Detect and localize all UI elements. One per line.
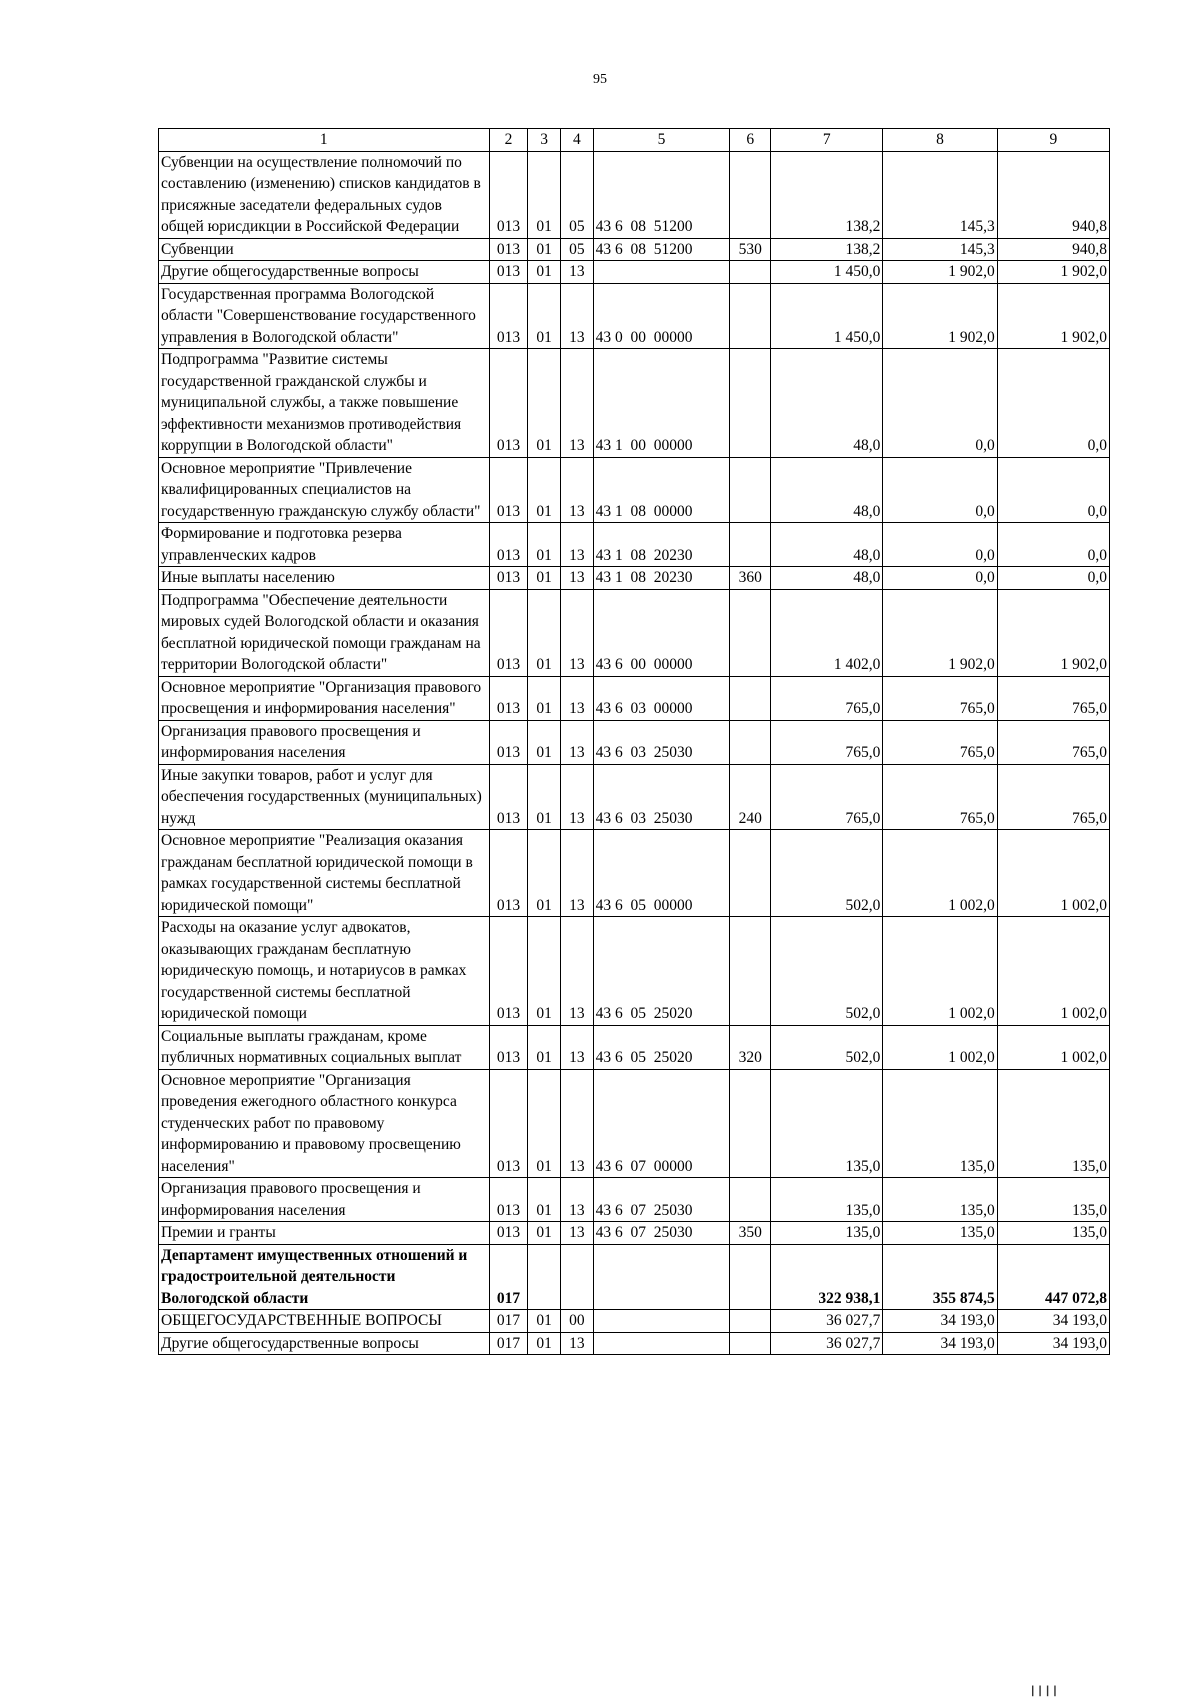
amount-year-3-cell: 34 193,0 — [997, 1310, 1109, 1333]
amount-year-2-cell: 1 902,0 — [883, 589, 997, 676]
subsection-code-cell: 13 — [561, 830, 594, 917]
ministry-code-cell: 013 — [489, 720, 528, 764]
row-name-cell: Другие общегосударственные вопросы — [159, 1332, 490, 1355]
target-article-cell: 43 6 08 51200 — [593, 151, 730, 238]
amount-year-3-cell: 1 002,0 — [997, 830, 1109, 917]
table-header-row — [159, 129, 1110, 152]
expense-type-cell — [730, 261, 771, 284]
amount-year-3-cell: 0,0 — [997, 523, 1109, 567]
amount-year-3-cell: 1 902,0 — [997, 261, 1109, 284]
amount-year-2-cell: 1 002,0 — [883, 1025, 997, 1069]
amount-year-2-cell: 1 002,0 — [883, 830, 997, 917]
subsection-code-cell: 13 — [561, 283, 594, 349]
table-row — [159, 1222, 1110, 1245]
row-name-cell: Социальные выплаты гражданам, кроме публичных нормативных социальных выплат — [159, 1025, 490, 1069]
amount-year-2-cell: 765,0 — [883, 720, 997, 764]
column-header: 9 — [997, 129, 1109, 152]
expense-type-cell: 320 — [730, 1025, 771, 1069]
row-name-cell: Формирование и подготовка резерва управленческих кадров — [159, 523, 490, 567]
target-article-cell: 43 6 07 25030 — [593, 1178, 730, 1222]
table-row — [159, 1025, 1110, 1069]
section-code-cell: 01 — [528, 238, 561, 261]
ministry-code-cell: 017 — [489, 1244, 528, 1310]
row-name-cell: Иные закупки товаров, работ и услуг для обеспечения государственных (муниципальных) нужд — [159, 764, 490, 830]
amount-year-1-cell: 36 027,7 — [771, 1332, 883, 1355]
table-row — [159, 1332, 1110, 1355]
column-header: 5 — [593, 129, 730, 152]
expense-type-cell — [730, 457, 771, 523]
section-code-cell: 01 — [528, 764, 561, 830]
amount-year-2-cell: 1 002,0 — [883, 917, 997, 1026]
subsection-code-cell: 13 — [561, 1332, 594, 1355]
column-header: 7 — [771, 129, 883, 152]
table-row — [159, 1310, 1110, 1333]
ministry-code-cell: 013 — [489, 1025, 528, 1069]
ministry-code-cell: 013 — [489, 261, 528, 284]
table-row — [159, 523, 1110, 567]
expense-type-cell — [730, 1069, 771, 1178]
ministry-code-cell: 013 — [489, 238, 528, 261]
ministry-code-cell: 013 — [489, 589, 528, 676]
section-code-cell: 01 — [528, 1178, 561, 1222]
amount-year-1-cell: 1 450,0 — [771, 283, 883, 349]
subsection-code-cell: 13 — [561, 349, 594, 458]
target-article-cell: 43 0 00 00000 — [593, 283, 730, 349]
amount-year-3-cell: 940,8 — [997, 151, 1109, 238]
table-row — [159, 1069, 1110, 1178]
budget-table — [158, 128, 1110, 1355]
section-code-cell: 01 — [528, 1332, 561, 1355]
row-name-cell: Премии и гранты — [159, 1222, 490, 1245]
expense-type-cell — [730, 151, 771, 238]
amount-year-2-cell: 0,0 — [883, 567, 997, 590]
amount-year-3-cell: 765,0 — [997, 676, 1109, 720]
section-code-cell: 01 — [528, 523, 561, 567]
amount-year-1-cell: 48,0 — [771, 349, 883, 458]
expense-type-cell — [730, 1332, 771, 1355]
subsection-code-cell: 13 — [561, 457, 594, 523]
section-code-cell: 01 — [528, 1025, 561, 1069]
page-number: 95 — [593, 72, 607, 87]
subsection-code-cell: 13 — [561, 523, 594, 567]
target-article-cell: 43 6 07 25030 — [593, 1222, 730, 1245]
table-row — [159, 457, 1110, 523]
subsection-code-cell: 13 — [561, 917, 594, 1026]
table-row — [159, 567, 1110, 590]
ministry-code-cell: 013 — [489, 1222, 528, 1245]
table-row — [159, 151, 1110, 238]
subsection-code-cell: 13 — [561, 1069, 594, 1178]
amount-year-3-cell: 765,0 — [997, 764, 1109, 830]
scan-marks: ┃┃┃┃ — [1030, 1686, 1060, 1696]
amount-year-1-cell: 1 450,0 — [771, 261, 883, 284]
subsection-code-cell: 13 — [561, 567, 594, 590]
row-name-cell: Подпрограмма "Развитие системы государственной гражданской службы и муниципальной службы, а также повышение эффективности механизмов противодействия коррупции в Вологодской области" — [159, 349, 490, 458]
ministry-code-cell: 013 — [489, 151, 528, 238]
expense-type-cell: 240 — [730, 764, 771, 830]
amount-year-2-cell: 1 902,0 — [883, 283, 997, 349]
target-article-cell — [593, 1332, 730, 1355]
table-row — [159, 283, 1110, 349]
target-article-cell: 43 1 00 00000 — [593, 349, 730, 458]
amount-year-1-cell: 135,0 — [771, 1069, 883, 1178]
amount-year-3-cell: 135,0 — [997, 1222, 1109, 1245]
amount-year-1-cell: 138,2 — [771, 151, 883, 238]
row-name-cell: Другие общегосударственные вопросы — [159, 261, 490, 284]
expense-type-cell: 360 — [730, 567, 771, 590]
expense-type-cell — [730, 830, 771, 917]
subsection-code-cell: 13 — [561, 589, 594, 676]
row-name-cell: Департамент имущественных отношений и градостроительной деятельности Вологодской области — [159, 1244, 490, 1310]
table-row — [159, 1244, 1110, 1310]
subsection-code-cell: 13 — [561, 764, 594, 830]
amount-year-1-cell: 502,0 — [771, 1025, 883, 1069]
row-name-cell: Основное мероприятие "Реализация оказания гражданам бесплатной юридической помощи в рамках государственной системы бесплатной юридической помощи" — [159, 830, 490, 917]
amount-year-1-cell: 135,0 — [771, 1178, 883, 1222]
table-row — [159, 261, 1110, 284]
target-article-cell: 43 6 05 25020 — [593, 917, 730, 1026]
target-article-cell: 43 6 05 00000 — [593, 830, 730, 917]
amount-year-3-cell: 447 072,8 — [997, 1244, 1109, 1310]
amount-year-1-cell: 502,0 — [771, 830, 883, 917]
subsection-code-cell: 13 — [561, 1025, 594, 1069]
amount-year-2-cell: 0,0 — [883, 523, 997, 567]
section-code-cell: 01 — [528, 567, 561, 590]
amount-year-3-cell: 0,0 — [997, 349, 1109, 458]
section-code-cell: 01 — [528, 720, 561, 764]
target-article-cell: 43 6 03 00000 — [593, 676, 730, 720]
section-code-cell: 01 — [528, 676, 561, 720]
amount-year-3-cell: 1 002,0 — [997, 917, 1109, 1026]
expense-type-cell — [730, 349, 771, 458]
row-name-cell: Организация правового просвещения и информирования населения — [159, 720, 490, 764]
amount-year-3-cell: 0,0 — [997, 567, 1109, 590]
target-article-cell — [593, 1244, 730, 1310]
section-code-cell: 01 — [528, 349, 561, 458]
amount-year-2-cell: 34 193,0 — [883, 1332, 997, 1355]
target-article-cell — [593, 1310, 730, 1333]
column-header: 8 — [883, 129, 997, 152]
amount-year-1-cell: 322 938,1 — [771, 1244, 883, 1310]
target-article-cell: 43 6 03 25030 — [593, 720, 730, 764]
column-header: 6 — [730, 129, 771, 152]
amount-year-1-cell: 138,2 — [771, 238, 883, 261]
ministry-code-cell: 013 — [489, 1178, 528, 1222]
table-row — [159, 720, 1110, 764]
subsection-code-cell: 13 — [561, 1222, 594, 1245]
section-code-cell: 01 — [528, 1310, 561, 1333]
amount-year-2-cell: 135,0 — [883, 1069, 997, 1178]
subsection-code-cell: 05 — [561, 238, 594, 261]
amount-year-3-cell: 34 193,0 — [997, 1332, 1109, 1355]
section-code-cell: 01 — [528, 589, 561, 676]
expense-type-cell — [730, 1244, 771, 1310]
amount-year-1-cell: 135,0 — [771, 1222, 883, 1245]
ministry-code-cell: 013 — [489, 523, 528, 567]
expense-type-cell — [730, 720, 771, 764]
ministry-code-cell: 013 — [489, 283, 528, 349]
row-name-cell: Расходы на оказание услуг адвокатов, оказывающих гражданам бесплатную юридическую помощь, и нотариусов в рамках государственной системы бесплатной юридической помощи — [159, 917, 490, 1026]
expense-type-cell — [730, 283, 771, 349]
amount-year-3-cell: 135,0 — [997, 1178, 1109, 1222]
expense-type-cell: 350 — [730, 1222, 771, 1245]
amount-year-1-cell: 48,0 — [771, 567, 883, 590]
expense-type-cell — [730, 1310, 771, 1333]
amount-year-2-cell: 765,0 — [883, 676, 997, 720]
row-name-cell: Основное мероприятие "Организация правового просвещения и информирования населения" — [159, 676, 490, 720]
section-code-cell: 01 — [528, 457, 561, 523]
amount-year-2-cell: 145,3 — [883, 238, 997, 261]
section-code-cell: 01 — [528, 830, 561, 917]
amount-year-1-cell: 48,0 — [771, 457, 883, 523]
amount-year-3-cell: 1 002,0 — [997, 1025, 1109, 1069]
row-name-cell: ОБЩЕГОСУДАРСТВЕННЫЕ ВОПРОСЫ — [159, 1310, 490, 1333]
section-code-cell: 01 — [528, 151, 561, 238]
expense-type-cell — [730, 523, 771, 567]
amount-year-2-cell: 765,0 — [883, 764, 997, 830]
amount-year-2-cell: 0,0 — [883, 457, 997, 523]
ministry-code-cell: 013 — [489, 830, 528, 917]
table-row — [159, 676, 1110, 720]
section-code-cell: 01 — [528, 917, 561, 1026]
table-row — [159, 238, 1110, 261]
subsection-code-cell: 13 — [561, 1178, 594, 1222]
amount-year-3-cell: 1 902,0 — [997, 589, 1109, 676]
target-article-cell: 43 1 08 20230 — [593, 523, 730, 567]
subsection-code-cell: 13 — [561, 720, 594, 764]
ministry-code-cell: 013 — [489, 764, 528, 830]
ministry-code-cell: 013 — [489, 457, 528, 523]
row-name-cell: Субвенции на осуществление полномочий по составлению (изменению) списков кандидатов в присяжные заседатели федеральных судов общей юрисдикции в Российской Федерации — [159, 151, 490, 238]
row-name-cell: Подпрограмма "Обеспечение деятельности мировых судей Вологодской области и оказания бесплатной юридической помощи гражданам на территории Вологодской области" — [159, 589, 490, 676]
section-code-cell: 01 — [528, 1069, 561, 1178]
amount-year-1-cell: 765,0 — [771, 764, 883, 830]
row-name-cell: Иные выплаты населению — [159, 567, 490, 590]
amount-year-3-cell: 135,0 — [997, 1069, 1109, 1178]
row-name-cell: Основное мероприятие "Привлечение квалифицированных специалистов на государственную гражданскую службу области" — [159, 457, 490, 523]
subsection-code-cell — [561, 1244, 594, 1310]
amount-year-1-cell: 765,0 — [771, 676, 883, 720]
table-row — [159, 830, 1110, 917]
expense-type-cell — [730, 917, 771, 1026]
table-row — [159, 1178, 1110, 1222]
section-code-cell: 01 — [528, 1222, 561, 1245]
column-header: 3 — [528, 129, 561, 152]
target-article-cell — [593, 261, 730, 284]
table-row — [159, 589, 1110, 676]
target-article-cell: 43 6 03 25030 — [593, 764, 730, 830]
table-row — [159, 917, 1110, 1026]
subsection-code-cell: 05 — [561, 151, 594, 238]
row-name-cell: Государственная программа Вологодской области "Совершенствование государственного управления в Вологодской области" — [159, 283, 490, 349]
column-header: 2 — [489, 129, 528, 152]
ministry-code-cell: 013 — [489, 567, 528, 590]
target-article-cell: 43 6 05 25020 — [593, 1025, 730, 1069]
expense-type-cell — [730, 1178, 771, 1222]
target-article-cell: 43 6 07 00000 — [593, 1069, 730, 1178]
expense-type-cell — [730, 676, 771, 720]
amount-year-1-cell: 502,0 — [771, 917, 883, 1026]
amount-year-2-cell: 135,0 — [883, 1222, 997, 1245]
amount-year-2-cell: 355 874,5 — [883, 1244, 997, 1310]
amount-year-3-cell: 765,0 — [997, 720, 1109, 764]
amount-year-3-cell: 940,8 — [997, 238, 1109, 261]
ministry-code-cell: 013 — [489, 349, 528, 458]
amount-year-3-cell: 1 902,0 — [997, 283, 1109, 349]
subsection-code-cell: 13 — [561, 676, 594, 720]
ministry-code-cell: 013 — [489, 1069, 528, 1178]
column-header: 1 — [159, 129, 490, 152]
amount-year-1-cell: 36 027,7 — [771, 1310, 883, 1333]
target-article-cell: 43 6 00 00000 — [593, 589, 730, 676]
ministry-code-cell: 013 — [489, 917, 528, 1026]
section-code-cell: 01 — [528, 283, 561, 349]
amount-year-1-cell: 765,0 — [771, 720, 883, 764]
amount-year-1-cell: 48,0 — [771, 523, 883, 567]
table-row — [159, 764, 1110, 830]
section-code-cell — [528, 1244, 561, 1310]
target-article-cell: 43 1 08 00000 — [593, 457, 730, 523]
amount-year-2-cell: 34 193,0 — [883, 1310, 997, 1333]
target-article-cell: 43 1 08 20230 — [593, 567, 730, 590]
amount-year-2-cell: 0,0 — [883, 349, 997, 458]
row-name-cell: Субвенции — [159, 238, 490, 261]
expense-type-cell: 530 — [730, 238, 771, 261]
column-header: 4 — [561, 129, 594, 152]
target-article-cell: 43 6 08 51200 — [593, 238, 730, 261]
amount-year-2-cell: 1 902,0 — [883, 261, 997, 284]
ministry-code-cell: 017 — [489, 1310, 528, 1333]
amount-year-1-cell: 1 402,0 — [771, 589, 883, 676]
ministry-code-cell: 013 — [489, 676, 528, 720]
row-name-cell: Организация правового просвещения и информирования населения — [159, 1178, 490, 1222]
amount-year-3-cell: 0,0 — [997, 457, 1109, 523]
subsection-code-cell: 13 — [561, 261, 594, 284]
section-code-cell: 01 — [528, 261, 561, 284]
subsection-code-cell: 00 — [561, 1310, 594, 1333]
row-name-cell: Основное мероприятие "Организация проведения ежегодного областного конкурса студенческих работ по правовому информированию и правовому просвещению населения" — [159, 1069, 490, 1178]
table-row — [159, 349, 1110, 458]
amount-year-2-cell: 145,3 — [883, 151, 997, 238]
amount-year-2-cell: 135,0 — [883, 1178, 997, 1222]
expense-type-cell — [730, 589, 771, 676]
ministry-code-cell: 017 — [489, 1332, 528, 1355]
